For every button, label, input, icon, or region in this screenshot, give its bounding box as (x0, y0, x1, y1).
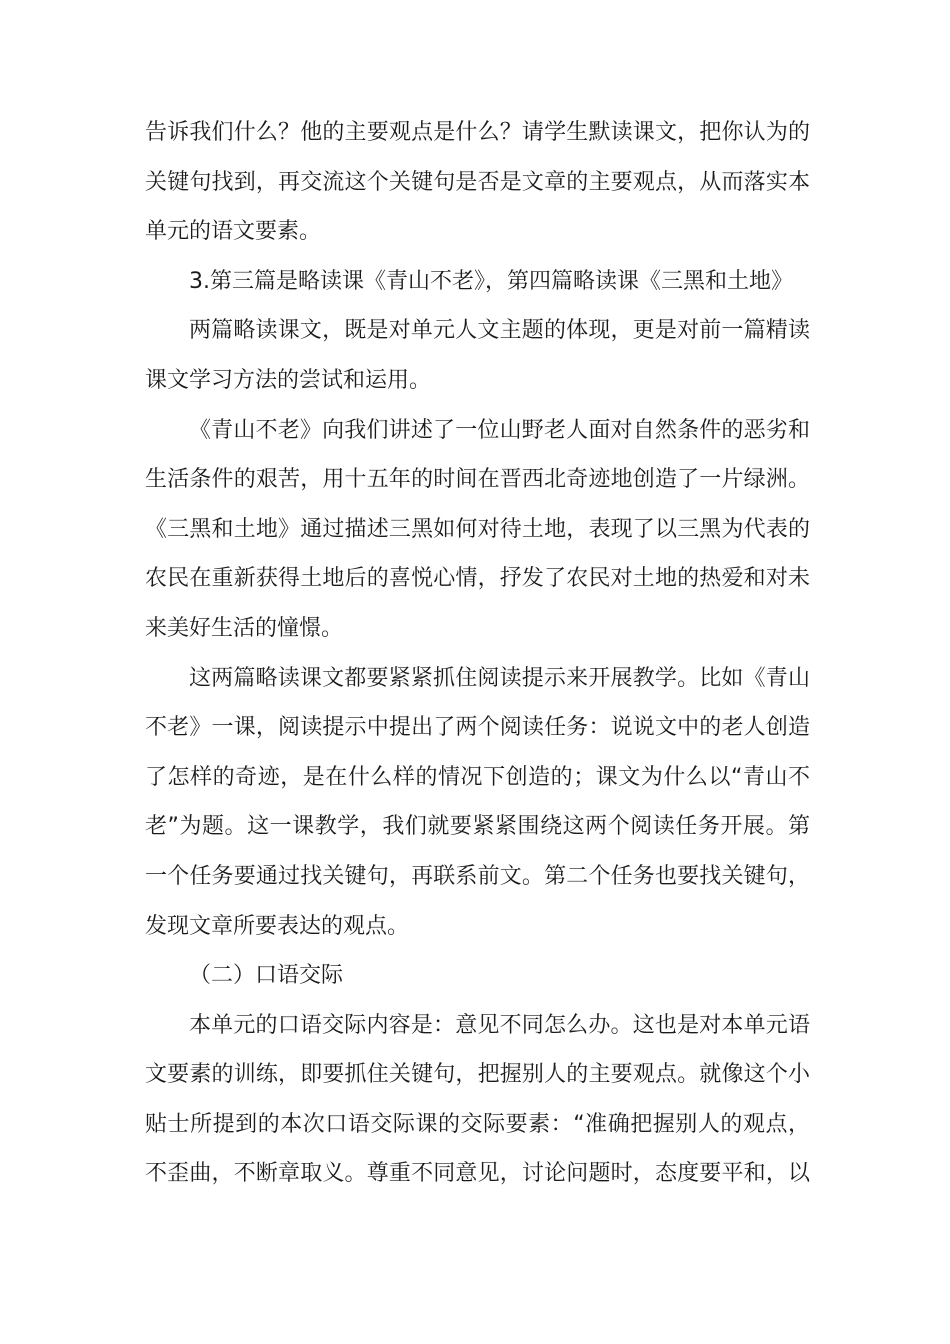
paragraph-line: 不歪曲，不断章取义。尊重不同意见，讨论问题时，态度要平和，以 (145, 1161, 810, 1187)
section-heading: （二）口语交际 (189, 963, 344, 989)
paragraph-line: 老”为题。这一课教学，我们就要紧紧围绕这两个阅读任务开展。第 (145, 814, 810, 840)
paragraph-line: 《青山不老》向我们讲述了一位山野老人面对自然条件的恶劣和 (189, 417, 810, 443)
paragraph-line: 本单元的口语交际内容是：意见不同怎么办。这也是对本单元语 (189, 1012, 810, 1038)
body-text (145, 108, 810, 1199)
paragraph-line: 生活条件的艰苦，用十五年的时间在晋西北奇迹地创造了一片绿洲。 (145, 467, 810, 493)
paragraph-line: 课文学习方法的尝试和运用。 (145, 367, 432, 393)
paragraph-line: 单元的语文要素。 (145, 219, 322, 245)
paragraph-line: 贴士所提到的本次口语交际课的交际要素：“准确把握别人的观点， (145, 1111, 810, 1137)
paragraph-line: 两篇略读课文，既是对单元人文主题的体现，更是对前一篇精读 (189, 318, 810, 344)
paragraph-line: 农民在重新获得土地后的喜悦心情，抒发了农民对土地的热爱和对未 (145, 566, 810, 592)
paragraph-line: 一个任务要通过找关键句，再联系前文。第二个任务也要找关键句， (145, 863, 810, 889)
paragraph-line: 来美好生活的憧憬。 (145, 615, 344, 641)
paragraph-line: 文要素的训练，即要抓住关键句，把握别人的主要观点。就像这个小 (145, 1062, 810, 1088)
paragraph-line: 发现文章所要表达的观点。 (145, 913, 410, 939)
paragraph-line: 这两篇略读课文都要紧紧抓住阅读提示来开展教学。比如《青山 (189, 665, 810, 691)
paragraph-line: 关键句找到，再交流这个关键句是否是文章的主要观点，从而落实本 (145, 169, 810, 195)
paragraph-line: 《三黑和土地》通过描述三黑如何对待土地，表现了以三黑为代表的 (145, 516, 810, 542)
paragraph-line: 不老》一课，阅读提示中提出了两个阅读任务：说说文中的老人创造 (145, 715, 810, 741)
paragraph-line: 了怎样的奇迹，是在什么样的情况下创造的；课文为什么以“青山不 (145, 764, 810, 790)
paragraph-line: 告诉我们什么？他的主要观点是什么？请学生默读课文，把你认为的 (145, 120, 810, 145)
section-heading: 3.第三篇是略读课《青山不老》，第四篇略读课《三黑和土地》 (189, 268, 793, 294)
